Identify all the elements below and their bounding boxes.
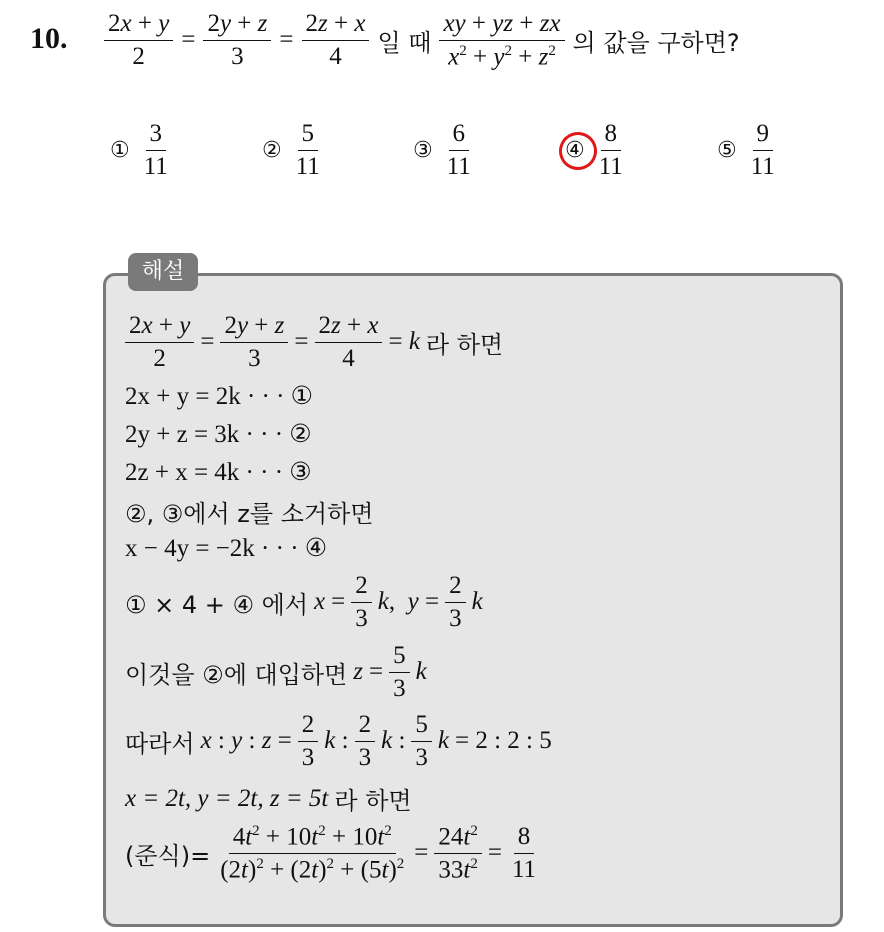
question-number: 10. <box>30 22 68 55</box>
fraction-2: $\frac{2y + z}{3}$ <box>203 10 271 70</box>
option-mark: ② <box>262 137 282 163</box>
option-mark: ④ <box>565 138 585 163</box>
target-fraction: $\frac{xy + yz + zx}{x^2 + y^2 + z^2}$ <box>439 10 564 70</box>
option-mark: ③ <box>413 137 433 163</box>
option-fraction: $\frac{8}{11}$ <box>598 120 623 180</box>
solution-title: 해설 <box>128 253 198 291</box>
option-5[interactable] <box>717 120 779 180</box>
solution-line-8: 따라서 x : y : z = $\frac{2}{3}$ k : $\frac{2}{3}$ k : $\frac{5}{3}$ k = 2 : 2 : 5 <box>125 711 552 771</box>
option-3[interactable] <box>413 120 475 180</box>
solution-line-6: ① × 4 + ④ 에서 x = $\frac{2}{3}$ k, y = $\frac{2}{3}$ k <box>125 572 483 632</box>
option-fraction: $\frac{9}{11}$ <box>750 120 775 180</box>
question-tail: 의 값을 구하면? <box>572 28 740 57</box>
option-fraction: $\frac{3}{11}$ <box>143 120 168 180</box>
option-fraction: $\frac{6}{11}$ <box>446 120 471 180</box>
option-1[interactable] <box>110 120 172 180</box>
solution-line-1: 2x + y = 2k · · · ① <box>125 383 314 410</box>
option-4[interactable] <box>565 120 627 180</box>
solution-line-9: x = 2t, y = 2t, z = 5t 라 하면 <box>125 784 412 815</box>
solution-line-5: x − 4y = −2k · · · ④ <box>125 535 328 562</box>
question-when: 일 때 <box>377 28 432 57</box>
solution-line-10: (준식)= $\frac{4t^2 + 10t^2 + 10t^2}{(2t)^2 + (2t)^2 + (5t)^2}$ = $\frac{24t^2}{33t^2}$ = $\frac{8}{11}$ <box>125 823 537 884</box>
option-2[interactable] <box>262 120 324 180</box>
fraction-1: $\frac{2x + y}{2}$ <box>104 10 173 70</box>
solution-line-2: 2y + z = 3k · · · ② <box>125 421 312 448</box>
solution-line-3: 2z + x = 4k · · · ③ <box>125 459 312 486</box>
solution-line-7: 이것을 ②에 대입하면 z = $\frac{5}{3}$ k <box>125 642 427 702</box>
option-fraction: $\frac{5}{11}$ <box>295 120 320 180</box>
question-expression: $\frac{2x + y}{2}$ = $\frac{2y + z}{3}$ = $\frac{2z + x}{4}$ 일 때 $\frac{xy + yz + zx}{x^2 + y^2 + z^2}$ 의 값을 구하면? <box>104 10 740 70</box>
solution-line-4: ②, ③에서 z를 소거하면 <box>125 500 374 528</box>
solution-line-let-k: $\frac{2x + y}{2}$ = $\frac{2y + z}{3}$ = $\frac{2z + x}{4}$ = k 라 하면 <box>125 312 503 372</box>
fraction-3: $\frac{2z + x}{4}$ <box>302 10 370 70</box>
option-mark: ⑤ <box>717 137 737 163</box>
option-mark: ① <box>110 137 130 163</box>
